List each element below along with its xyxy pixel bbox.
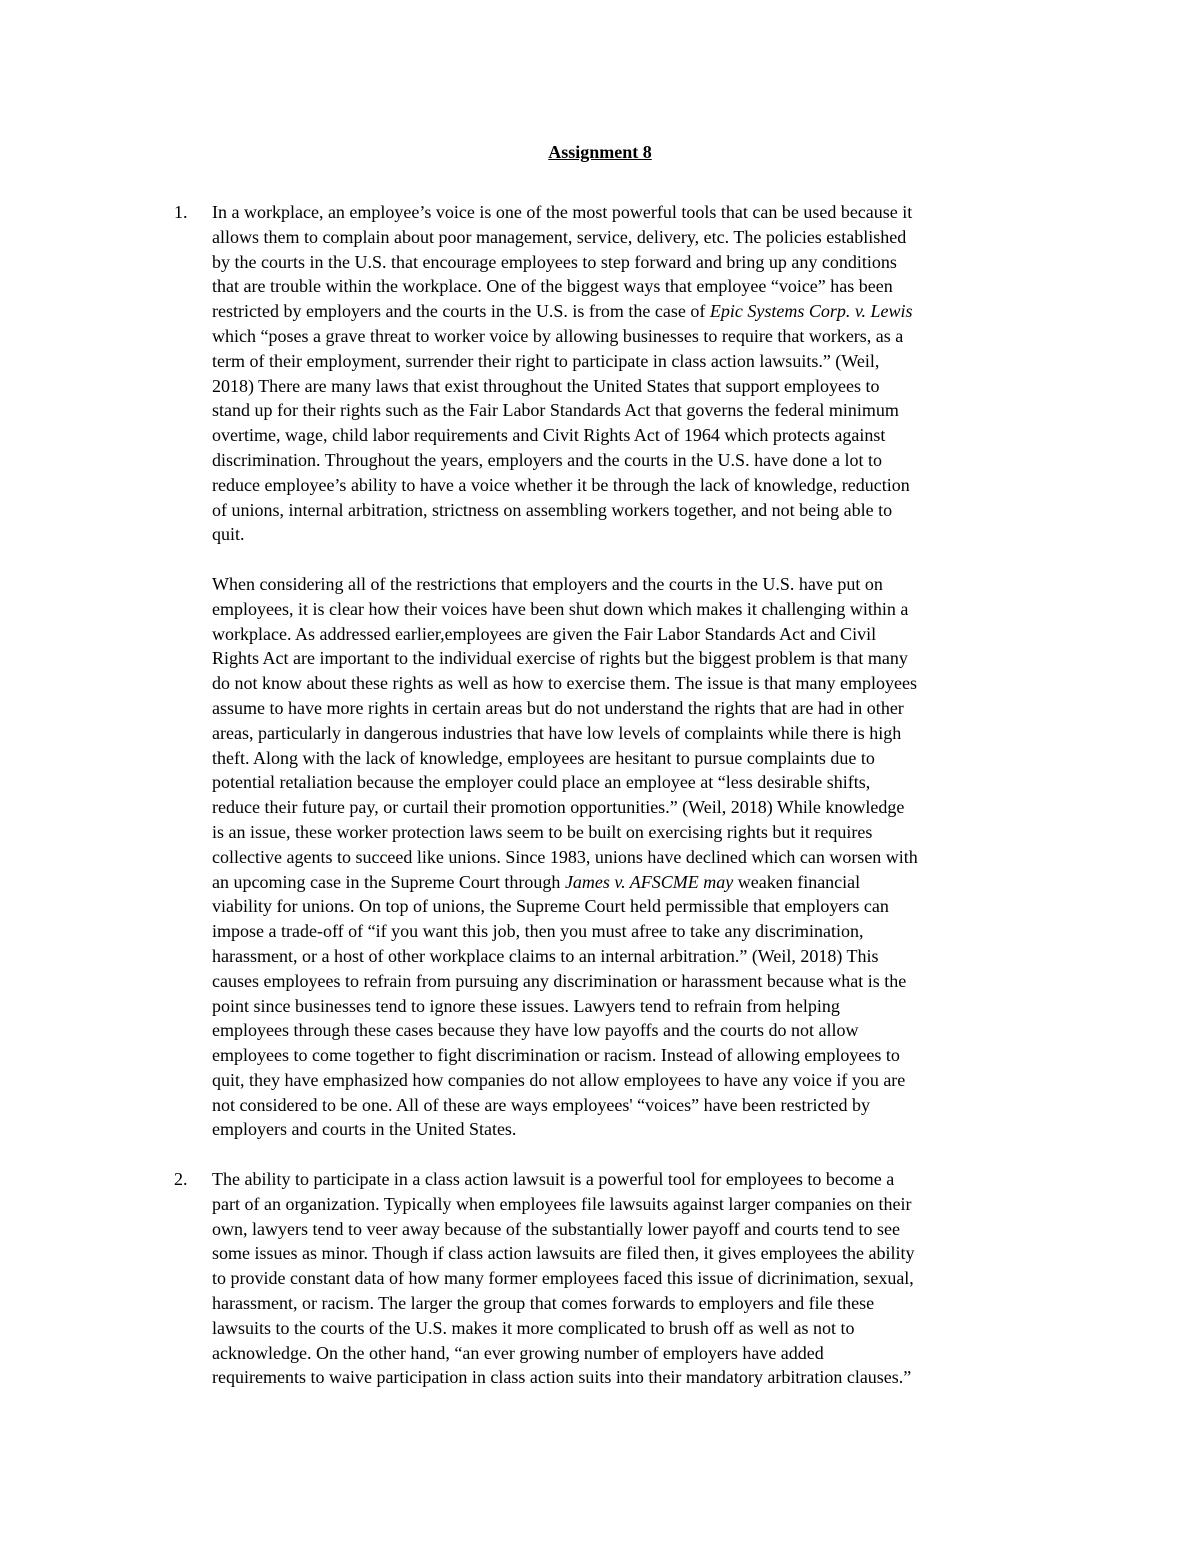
text-line: collective agents to succeed like unions. Since 1983, unions have declined which can worsen with <box>212 846 918 867</box>
text-line: stand up for their rights such as the Fair Labor Standards Act that governs the federal minimum <box>212 400 899 421</box>
paragraph-2 <box>212 572 1062 1142</box>
text-line: point since businesses tend to ignore these issues. Lawyers tend to refrain from helping <box>212 995 840 1016</box>
text-line: that are trouble within the workplace. One of the biggest ways that employee “voice” has been <box>212 276 893 297</box>
text-line: acknowledge. On the other hand, “an ever growing number of employers have added <box>212 1342 824 1363</box>
text-line: discrimination. Throughout the years, employers and the courts in the U.S. have done a lot to <box>212 449 883 470</box>
text-line: causes employees to refrain from pursuing any discrimination or harassment because what is the <box>212 970 907 991</box>
text-line: reduce employee’s ability to have a voice whether it be through the lack of knowledge, reduction <box>212 474 910 495</box>
text-line: reduce their future pay, or curtail their promotion opportunities.” (Weil, 2018) While knowledge <box>212 797 905 818</box>
list-item-number: 1. <box>174 202 188 222</box>
text-line: overtime, wage, child labor requirements and Civit Rights Act of 1964 which protects against <box>212 425 886 446</box>
case-name-james: James v. AFSCME may <box>564 871 734 892</box>
text-line: employees, it is clear how their voices have been shut down which makes it challenging within a <box>212 598 909 619</box>
list-item-body <box>212 1167 1062 1390</box>
text-line: When considering all of the restrictions that employers and the courts in the U.S. have put on <box>212 573 883 594</box>
text-line: employees to come together to fight discrimination or racism. Instead of allowing employees to <box>212 1045 900 1066</box>
text-line: Rights Act are important to the individual exercise of rights but the biggest problem is that many <box>212 648 908 669</box>
text-line: The ability to participate in a class action lawsuit is a powerful tool for employees to become a <box>212 1169 895 1189</box>
text-line: of unions, internal arbitration, strictness on assembling workers together, and not being able to <box>212 499 893 520</box>
text-line: harassment, or a host of other workplace claims to an internal arbitration.” (Weil, 2018) This <box>212 945 879 966</box>
text-line <box>212 299 1062 324</box>
text-line: assume to have more rights in certain areas but do not understand the rights that are had in other <box>212 697 904 718</box>
text-line: part of an organization. Typically when employees file lawsuits against larger companies on their <box>212 1193 912 1214</box>
text-line: harassment, or racism. The larger the group that comes forwards to employers and file these <box>212 1292 875 1313</box>
text-line: theft. Along with the lack of knowledge, employees are hesitant to pursue complaints due to <box>212 747 875 768</box>
document-title: Assignment 8 <box>548 142 652 162</box>
paragraph-3 <box>212 1167 1062 1390</box>
text-line: to provide constant data of how many former employees faced this issue of dicrinimation, sexual, <box>212 1268 914 1289</box>
text-line: employers and courts in the United States. <box>212 1119 517 1140</box>
text-line: own, lawyers tend to veer away because of the substantially lower payoff and courts tend to see <box>212 1218 900 1239</box>
text-line: some issues as minor. Though if class action lawsuits are filed then, it gives employees the ability <box>212 1243 915 1264</box>
text-segment: an upcoming case in the Supreme Court through <box>212 871 565 892</box>
text-line: allows them to complain about poor management, service, delivery, etc. The policies established <box>212 226 907 247</box>
text-line <box>212 870 1062 895</box>
case-name-epic: Epic Systems Corp. v. Lewis <box>709 301 913 322</box>
text-segment: weaken financial <box>733 871 861 892</box>
text-line: term of their employment, surrender their right to participate in class action lawsuits.” (Weil, <box>212 350 880 371</box>
text-line: is an issue, these worker protection laws seem to be built on exercising rights but it requires <box>212 821 873 842</box>
paragraph-1 <box>212 200 1062 547</box>
text-line: In a workplace, an employee’s voice is one of the most powerful tools that can be used because it <box>212 202 913 222</box>
text-line: quit, they have emphasized how companies do not allow employees to have any voice if you are <box>212 1069 906 1090</box>
text-segment: restricted by employers and the courts in the U.S. is from the case of <box>212 301 710 322</box>
text-line: impose a trade-off of “if you want this job, then you must afree to take any discrimination, <box>212 921 864 942</box>
text-line: employees through these cases because they have low payoffs and the courts do not allow <box>212 1020 859 1041</box>
text-line: 2018) There are many laws that exist throughout the United States that support employees to <box>212 375 880 396</box>
text-line: do not know about these rights as well as how to exercise them. The issue is that many employees <box>212 673 918 694</box>
list-item-body <box>212 200 1062 1142</box>
text-line: viability for unions. On top of unions, the Supreme Court held permissible that employers can <box>212 896 889 917</box>
list-item-number: 2. <box>174 1169 188 1189</box>
text-line: lawsuits to the courts of the U.S. makes it more complicated to brush off as well as not to <box>212 1317 855 1338</box>
text-line: areas, particularly in dangerous industries that have low levels of complaints while there is high <box>212 722 902 743</box>
text-line: requirements to waive participation in class action suits into their mandatory arbitration clauses.” <box>212 1367 912 1388</box>
text-line: workplace. As addressed earlier,employees are given the Fair Labor Standards Act and Civil <box>212 623 877 644</box>
text-line: which “poses a grave threat to worker voice by allowing businesses to require that workers, as a <box>212 325 904 346</box>
text-line: quit. <box>212 524 245 545</box>
text-line: not considered to be one. All of these are ways employees' “voices” have been restricted by <box>212 1094 871 1115</box>
text-line: by the courts in the U.S. that encourage employees to step forward and bring up any conditions <box>212 251 897 272</box>
text-line: potential retaliation because the employer could place an employee at “less desirable shifts, <box>212 772 871 793</box>
